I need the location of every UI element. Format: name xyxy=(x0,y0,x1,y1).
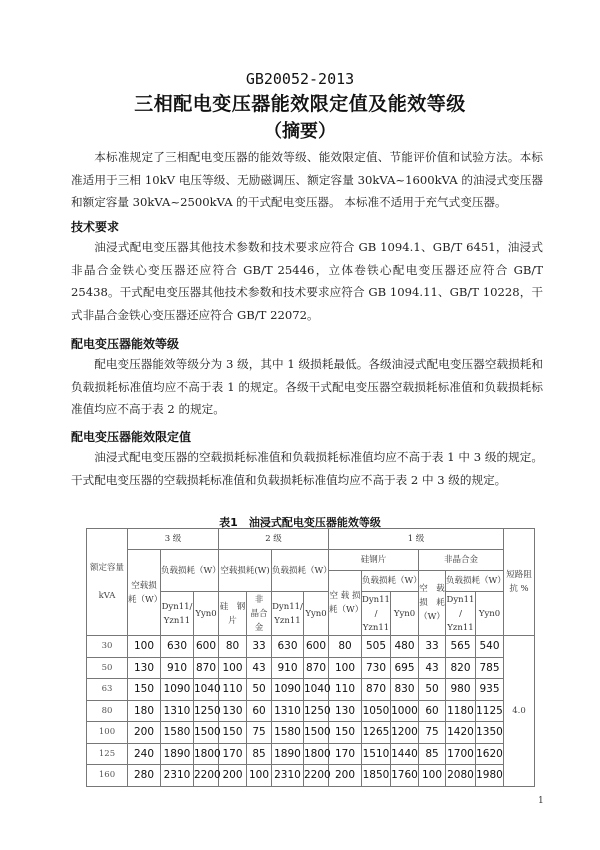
value-cell: 75 xyxy=(419,722,446,744)
value-cell: 600 xyxy=(304,636,329,658)
value-cell: 1000 xyxy=(391,700,419,722)
header-g2-load: 负载损耗（W） xyxy=(272,550,329,592)
document-title: 三相配电变压器能效限定值及能效等级 xyxy=(134,93,466,115)
value-cell: 1580 xyxy=(272,722,304,744)
section-heading-tech-requirements: 技术要求 xyxy=(71,220,120,234)
section-heading-limit-values: 配电变压器能效限定值 xyxy=(71,430,192,444)
section-heading-efficiency-grades: 配电变压器能效等级 xyxy=(71,337,180,351)
table-row xyxy=(87,722,535,744)
table-caption: 表1 油浸式配电变压器能效等级 xyxy=(219,516,381,529)
value-cell: 200 xyxy=(329,765,362,787)
value-cell: 110 xyxy=(329,679,362,701)
value-cell: 170 xyxy=(219,743,247,765)
value-cell: 2200 xyxy=(304,765,329,787)
header-g2-amorphous: 非 晶合金 xyxy=(247,592,272,636)
value-cell: 60 xyxy=(247,700,272,722)
header-g2-dyn: Dyn11/ Yzn11 xyxy=(272,592,304,636)
capacity-cell: 30 xyxy=(87,636,128,658)
value-cell: 2310 xyxy=(161,765,194,787)
value-cell: 33 xyxy=(419,636,446,658)
header-g1-si-no-load: 空 载 损耗（W） xyxy=(329,571,362,636)
value-cell: 870 xyxy=(194,657,219,679)
header-grade-1: 1 级 xyxy=(329,529,504,550)
header-g1-am-load: 负载损耗（W） xyxy=(446,571,504,592)
header-g1-am-dyn: Dyn11 / Yzn11 xyxy=(446,592,476,636)
value-cell: 2200 xyxy=(194,765,219,787)
value-cell: 100 xyxy=(329,657,362,679)
header-grade-2: 2 级 xyxy=(219,529,329,550)
value-cell: 910 xyxy=(272,657,304,679)
value-cell: 200 xyxy=(128,722,161,744)
header-g3-yyn: Yyn0 xyxy=(194,592,219,636)
value-cell: 240 xyxy=(128,743,161,765)
header-g3-no-load: 空载损耗（W） xyxy=(128,550,161,636)
section-body-tech-requirements: 油浸式配电变压器其他技术参数和技术要求应符合 GB 1094.1、GB/T 6451，油浸式非晶合金铁心变压器还应符合 GB/T 25446，立体卷铁心配电变压器还应符合 GB/T 25438。干式配电变压器其他技术参数和技术要求应符合 GB 1094.11、GB/T 10228，干式非晶合金铁心变压器还应符合 GB/T 22072。 xyxy=(71,240,543,322)
standard-code: GB20052-2013 xyxy=(245,70,355,88)
table-row xyxy=(87,743,535,765)
value-cell: 630 xyxy=(161,636,194,658)
value-cell: 1250 xyxy=(304,700,329,722)
value-cell: 870 xyxy=(362,679,391,701)
capacity-cell: 125 xyxy=(87,743,128,765)
intro-paragraph: 本标准规定了三相配电变压器的能效等级、能效限定值、节能评价值和试验方法。本标准适用于三相 10kV 电压等级、无励磁调压、额定容量 30kVA~1600kVA 的油浸式变压器和额定容量 30kVA~2500kVA 的干式配电变压器。 本标准不适用于充气式变压器。 xyxy=(71,150,543,209)
value-cell: 110 xyxy=(219,679,247,701)
value-cell: 1440 xyxy=(391,743,419,765)
value-cell: 505 xyxy=(362,636,391,658)
value-cell: 1850 xyxy=(362,765,391,787)
value-cell: 75 xyxy=(247,722,272,744)
table-row xyxy=(87,700,535,722)
value-cell: 1310 xyxy=(161,700,194,722)
capacity-cell: 100 xyxy=(87,722,128,744)
value-cell: 565 xyxy=(446,636,476,658)
value-cell: 1125 xyxy=(476,700,504,722)
section-body-limit-values: 油浸式配电变压器的空载损耗标准值和负载损耗标准值均应不高于表 1 中 3 级的规定。干式配电变压器的空载损耗标准值和负载损耗标准值均应不高于表 2 中 3 级的规定。 xyxy=(71,450,543,487)
value-cell: 1265 xyxy=(362,722,391,744)
value-cell: 150 xyxy=(128,679,161,701)
value-cell: 630 xyxy=(272,636,304,658)
header-g2-no-load: 空载损耗(W) xyxy=(219,550,272,592)
value-cell: 1090 xyxy=(272,679,304,701)
table-row xyxy=(87,636,535,658)
value-cell: 150 xyxy=(329,722,362,744)
value-cell: 1890 xyxy=(161,743,194,765)
value-cell: 200 xyxy=(219,765,247,787)
value-cell: 85 xyxy=(419,743,446,765)
value-cell: 100 xyxy=(128,636,161,658)
impedance-value-cell: 4.0 xyxy=(504,636,535,787)
value-cell: 480 xyxy=(391,636,419,658)
value-cell: 820 xyxy=(446,657,476,679)
table-row xyxy=(87,657,535,679)
value-cell: 50 xyxy=(419,679,446,701)
value-cell: 43 xyxy=(419,657,446,679)
value-cell: 1510 xyxy=(362,743,391,765)
value-cell: 785 xyxy=(476,657,504,679)
value-cell: 1700 xyxy=(446,743,476,765)
value-cell: 910 xyxy=(161,657,194,679)
header-impedance: 短路阻抗 % xyxy=(504,529,535,636)
header-capacity xyxy=(87,529,128,636)
value-cell: 540 xyxy=(476,636,504,658)
value-cell: 1040 xyxy=(194,679,219,701)
header-g2-silicon: 硅 钢片 xyxy=(219,592,247,636)
header-g2-yyn: Yyn0 xyxy=(304,592,329,636)
header-g1-si-load: 负载损耗（W） xyxy=(362,571,419,592)
capacity-cell: 80 xyxy=(87,700,128,722)
value-cell: 980 xyxy=(446,679,476,701)
table-row xyxy=(87,679,535,701)
value-cell: 130 xyxy=(329,700,362,722)
value-cell: 870 xyxy=(304,657,329,679)
value-cell: 1980 xyxy=(476,765,504,787)
value-cell: 600 xyxy=(194,636,219,658)
value-cell: 100 xyxy=(419,765,446,787)
header-g3-dyn: Dyn11/ Yzn11 xyxy=(161,592,194,636)
value-cell: 100 xyxy=(247,765,272,787)
value-cell: 1890 xyxy=(272,743,304,765)
capacity-cell: 50 xyxy=(87,657,128,679)
value-cell: 1350 xyxy=(476,722,504,744)
header-g1-am-no-load: 空 载损 耗（W） xyxy=(419,571,446,636)
value-cell: 80 xyxy=(329,636,362,658)
value-cell: 1620 xyxy=(476,743,504,765)
header-grade-3: 3 级 xyxy=(128,529,219,550)
capacity-cell: 160 xyxy=(87,765,128,787)
value-cell: 2080 xyxy=(446,765,476,787)
document-subtitle: （摘要） xyxy=(264,121,336,142)
value-cell: 1090 xyxy=(161,679,194,701)
capacity-label: 额定容量 xyxy=(89,563,124,573)
table-row xyxy=(87,765,535,787)
value-cell: 1500 xyxy=(194,722,219,744)
value-cell: 33 xyxy=(247,636,272,658)
value-cell: 1420 xyxy=(446,722,476,744)
header-g1-si-dyn: Dyn11 / Yzn11 xyxy=(362,592,391,636)
page-number: 1 xyxy=(538,796,544,806)
value-cell: 1180 xyxy=(446,700,476,722)
header-g1-am-yyn: Yyn0 xyxy=(476,592,504,636)
value-cell: 180 xyxy=(128,700,161,722)
value-cell: 85 xyxy=(247,743,272,765)
efficiency-grade-table xyxy=(86,528,535,787)
header-g1-amorphous: 非晶合金 xyxy=(419,550,504,571)
header-g1-silicon: 硅钢片 xyxy=(329,550,419,571)
header-g3-load: 负载损耗（W） xyxy=(161,550,219,592)
capacity-cell: 63 xyxy=(87,679,128,701)
value-cell: 170 xyxy=(329,743,362,765)
value-cell: 1040 xyxy=(304,679,329,701)
value-cell: 695 xyxy=(391,657,419,679)
value-cell: 2310 xyxy=(272,765,304,787)
value-cell: 1800 xyxy=(194,743,219,765)
value-cell: 43 xyxy=(247,657,272,679)
value-cell: 830 xyxy=(391,679,419,701)
value-cell: 130 xyxy=(219,700,247,722)
value-cell: 280 xyxy=(128,765,161,787)
value-cell: 1310 xyxy=(272,700,304,722)
value-cell: 130 xyxy=(128,657,161,679)
value-cell: 1580 xyxy=(161,722,194,744)
value-cell: 60 xyxy=(419,700,446,722)
section-body-efficiency-grades: 配电变压器能效等级分为 3 级，其中 1 级损耗最低。各级油浸式配电变压器空载损耗和负载损耗标准值均应不高于表 1 的规定。各级干式配电变压器空载损耗标准值和负载损耗标准值均应不高于表 2 的规定。 xyxy=(71,357,543,416)
value-cell: 730 xyxy=(362,657,391,679)
value-cell: 150 xyxy=(219,722,247,744)
table-body xyxy=(87,636,535,787)
value-cell: 1200 xyxy=(391,722,419,744)
header-g1-si-yyn: Yyn0 xyxy=(391,592,419,636)
value-cell: 100 xyxy=(219,657,247,679)
value-cell: 1050 xyxy=(362,700,391,722)
capacity-unit: kVA xyxy=(98,591,116,601)
value-cell: 1800 xyxy=(304,743,329,765)
value-cell: 50 xyxy=(247,679,272,701)
value-cell: 1760 xyxy=(391,765,419,787)
value-cell: 935 xyxy=(476,679,504,701)
value-cell: 1250 xyxy=(194,700,219,722)
value-cell: 80 xyxy=(219,636,247,658)
value-cell: 1500 xyxy=(304,722,329,744)
